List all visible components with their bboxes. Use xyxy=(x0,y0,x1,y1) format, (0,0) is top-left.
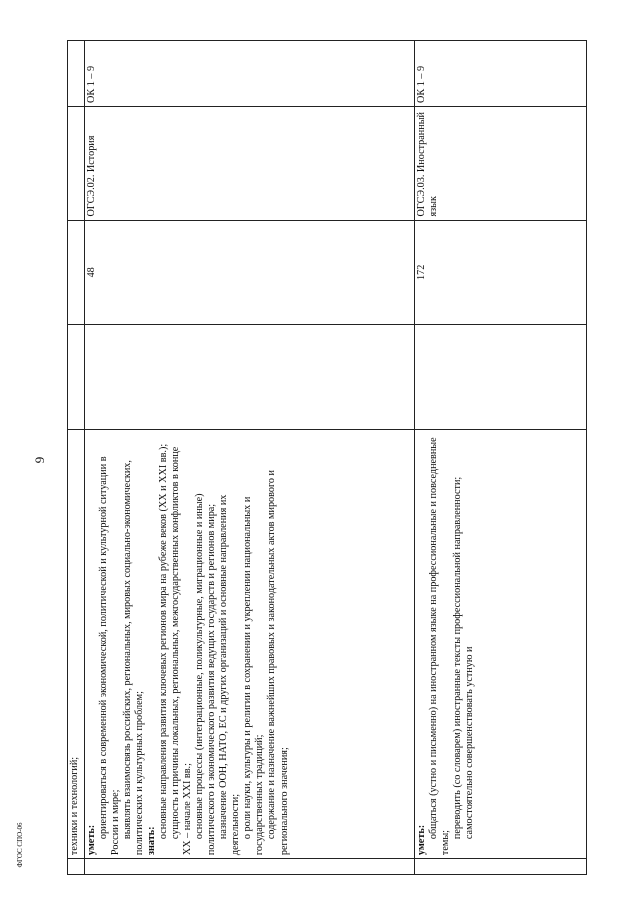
content-paragraph: содержание и назначение важнейших правовых и законодательных актов мирового и регионального значения; xyxy=(266,470,290,856)
section-heading: уметь: xyxy=(416,824,427,856)
page-number: 9 xyxy=(32,456,47,464)
discipline-cell: ОГСЭ.02. История xyxy=(85,106,415,220)
content-paragraph: общаться (устно и письменно) на иностранном языке на профессиональные и повседневные темы; xyxy=(428,437,452,856)
section-heading: уметь: xyxy=(86,824,97,856)
document-footer: ФГОС СПО-06 xyxy=(16,822,24,868)
hours-cell: 48 xyxy=(85,220,415,325)
content-paragraph: выявлять взаимосвязь российских, региональных, мировых социально-экономических, политических и культурных проблем; xyxy=(122,460,146,856)
content-paragraph: назначение ООН, НАТО, ЕС и других организаций и основные направления их деятельности; xyxy=(218,494,242,856)
competences-cell: ОК 1 – 9 xyxy=(415,41,587,107)
content-paragraph: основные процессы (интеграционные, поликультурные, миграционные и иные) политического и экономического развития ведущих государств и регионов мира; xyxy=(194,493,218,856)
table-row-foreign-language xyxy=(415,41,587,875)
hours-max-cell xyxy=(85,325,415,430)
discipline-cell: ОГСЭ.03. Иностранный язык xyxy=(415,106,587,220)
content-paragraph: сущность и причины локальных, региональных, межгосударственных конфликтов в конце XX – начале XXI вв.; xyxy=(170,446,194,856)
competences-cell: ОК 1 – 9 xyxy=(85,41,415,107)
table-row xyxy=(68,41,85,875)
rotated-table-page xyxy=(67,40,587,875)
content-paragraph: основные направления развития ключевых регионов мира на рубеже веков (XX и XXI вв.); xyxy=(158,443,170,840)
content-paragraph: самостоятельно совершенствовать устную и xyxy=(464,646,476,840)
table-row-history xyxy=(85,41,415,875)
content-cell-history xyxy=(85,429,415,858)
hours-max-cell xyxy=(415,325,587,430)
hours-cell: 172 xyxy=(415,220,587,325)
curriculum-table xyxy=(67,40,587,875)
content-paragraph: переводить (со словарем) иностранные тексты профессиональной направленности; xyxy=(452,476,464,840)
content-cell-language xyxy=(415,429,587,858)
content-paragraph: о роли науки, культуры и религии в сохранении и укреплении национальных и государственных традиций; xyxy=(242,496,266,856)
content-paragraph: ориентироваться в современной экономической, политической и культурной ситуации в России и мире; xyxy=(98,456,122,856)
section-heading: знать: xyxy=(146,826,158,856)
continued-cell: техники и технологий; xyxy=(68,429,85,858)
